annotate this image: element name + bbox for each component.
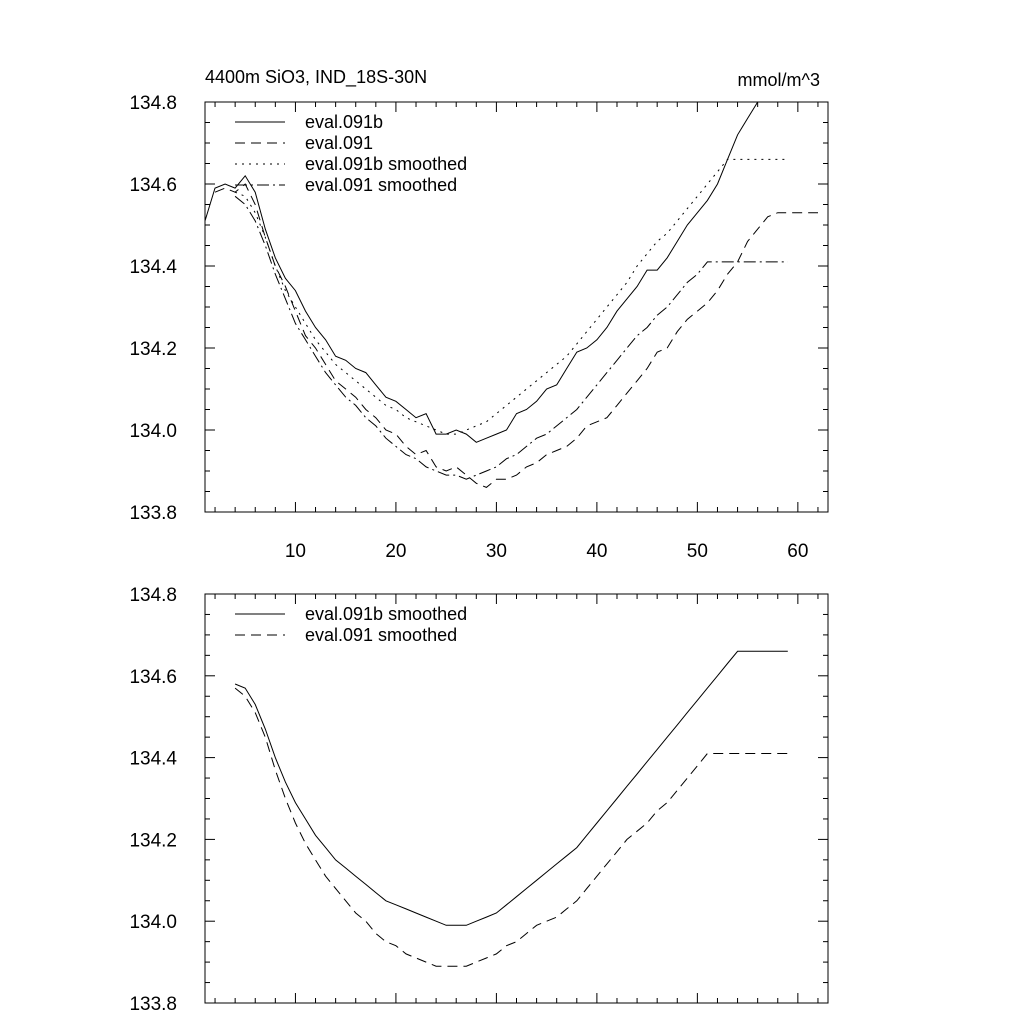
- legend: [235, 112, 467, 195]
- y-tick-label: 133.8: [129, 503, 177, 524]
- y-tick-label: 134.0: [129, 912, 177, 934]
- chart-title: 4400m SiO3, IND_18S-30N: [205, 67, 428, 87]
- y-tick-label: 134.4: [129, 257, 177, 278]
- plot-frame: [205, 102, 828, 512]
- x-tick-label: 20: [385, 541, 407, 562]
- x-tick-label: 30: [485, 541, 507, 562]
- series-group: [235, 651, 788, 966]
- y-tick-label: 134.6: [129, 666, 177, 688]
- x-tick-label: 40: [586, 541, 608, 562]
- series-line-1: [235, 688, 788, 966]
- x-tick-label: 10: [284, 541, 307, 562]
- y-tick-label: 134.6: [129, 175, 177, 196]
- axes-frame: [129, 93, 828, 562]
- axes-frame: [129, 585, 828, 1015]
- y-tick-label: 134.8: [129, 93, 177, 114]
- y-tick-label: 134.0: [129, 421, 177, 442]
- series-line-1: [215, 184, 818, 487]
- legend-label: eval.091 smoothed: [305, 625, 458, 645]
- series-line-3: [235, 196, 788, 479]
- legend-label: eval.091: [305, 133, 374, 153]
- y-tick-label: 134.2: [129, 830, 177, 852]
- legend-label: eval.091b smoothed: [305, 154, 468, 174]
- y-tick-label: 134.2: [129, 339, 177, 360]
- legend-label: eval.091 smoothed: [305, 175, 458, 195]
- legend: [235, 604, 467, 645]
- y-tick-label: 133.8: [129, 994, 177, 1015]
- series-line-2: [235, 159, 788, 434]
- legend-label: eval.091b: [305, 112, 384, 132]
- y-tick-label: 134.8: [129, 585, 177, 606]
- y-tick-label: 134.4: [129, 748, 177, 770]
- units-label: mmol/m^3: [737, 70, 820, 90]
- series-line-0: [235, 651, 788, 925]
- legend-label: eval.091b smoothed: [305, 604, 468, 624]
- plot-panel-top: [129, 67, 828, 562]
- plot-panel-bottom: [129, 585, 828, 1015]
- x-tick-label: 60: [787, 541, 809, 562]
- x-tick-label: 50: [686, 541, 708, 562]
- series-group: [205, 102, 818, 487]
- series-line-0: [205, 102, 818, 442]
